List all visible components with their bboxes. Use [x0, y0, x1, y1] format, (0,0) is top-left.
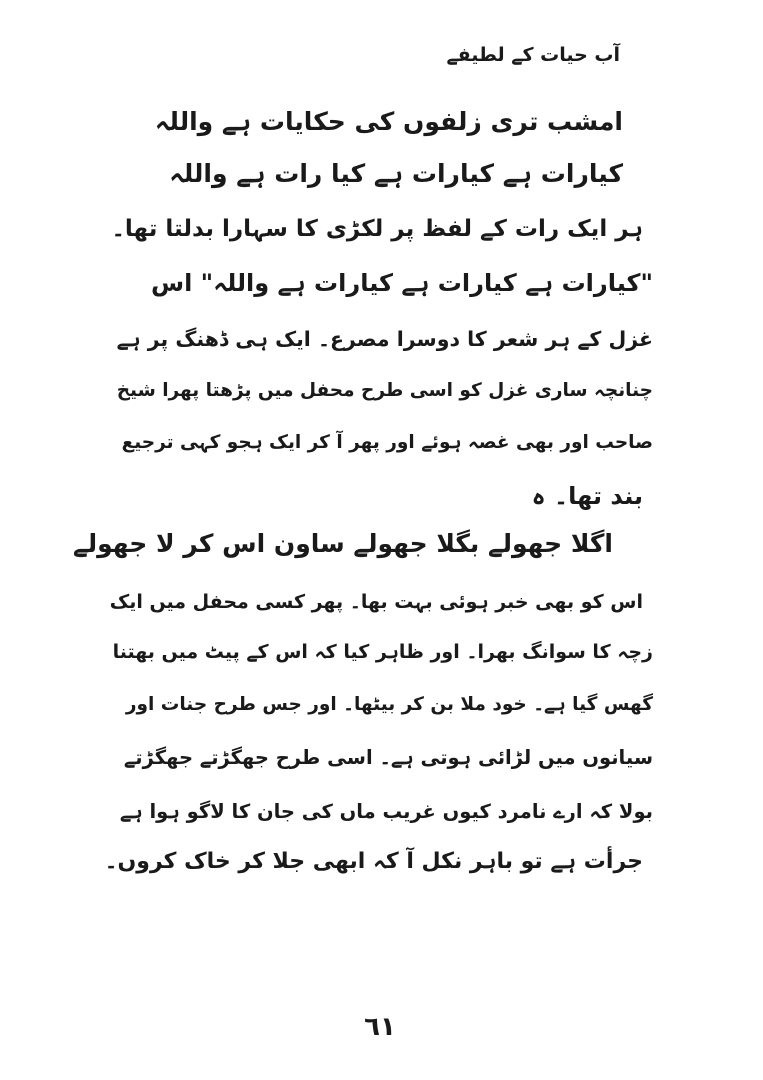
body-line-2: "کیارات ہے کیارات ہے کیارات ہے واللہ" اس — [150, 269, 653, 297]
body-line-3: غزل کے ہر شعر کا دوسرا مصرع۔ ایک ہی ڈھنگ پر ہے — [116, 327, 653, 351]
verse-line-2: کیارات ہے کیارات ہے کیا رات ہے واللہ — [169, 159, 623, 188]
body-line-8: زچہ کا سوانگ بھرا۔ اور ظاہر کیا کہ اس کے پیٹ میں بھتنا — [112, 641, 653, 663]
body-line-12: جرأت ہے تو باہر نکل آ کہ ابھی جلا کر خاک کروں۔ — [104, 849, 643, 874]
body-line-11: بولا کہ ارے نامرد کیوں غریب ماں کی جان کا لاگو ہوا ہے — [119, 800, 653, 823]
body-line-9: گھس گیا ہے۔ خود ملا بن کر بیٹھا۔ اور جس طرح جنات اور — [125, 694, 653, 715]
page-number: ٦١ — [364, 1012, 396, 1042]
verse-line-1: امشب تری زلفوں کی حکایات ہے واللہ — [154, 107, 623, 136]
body-line-4: چنانچہ ساری غزل کو اسی طرح محفل میں پڑھتا پھرا شیخ — [116, 380, 653, 401]
body-line-6: بند تھا۔ ہ — [531, 482, 643, 510]
verse-line-3: اگلا جھولے بگلا جھولے ساون اس کر لا جھولے — [73, 529, 613, 558]
body-line-5: صاحب اور بھی غصہ ہوئے اور پھر آ کر ایک ہجو کہی ترجیع — [121, 432, 653, 453]
running-header: آب حیات کے لطیفے — [446, 44, 620, 66]
body-line-10: سیانوں میں لڑائی ہوتی ہے۔ اسی طرح جھگڑتے جھگڑتے — [123, 746, 653, 769]
body-line-7: اس کو بھی خبر ہوئی بہت بھا۔ پھر کسی محفل میں ایک — [109, 591, 643, 613]
body-line-1: ہر ایک رات کے لفظ پر لکڑی کا سہارا بدلتا تھا۔ — [111, 216, 643, 242]
